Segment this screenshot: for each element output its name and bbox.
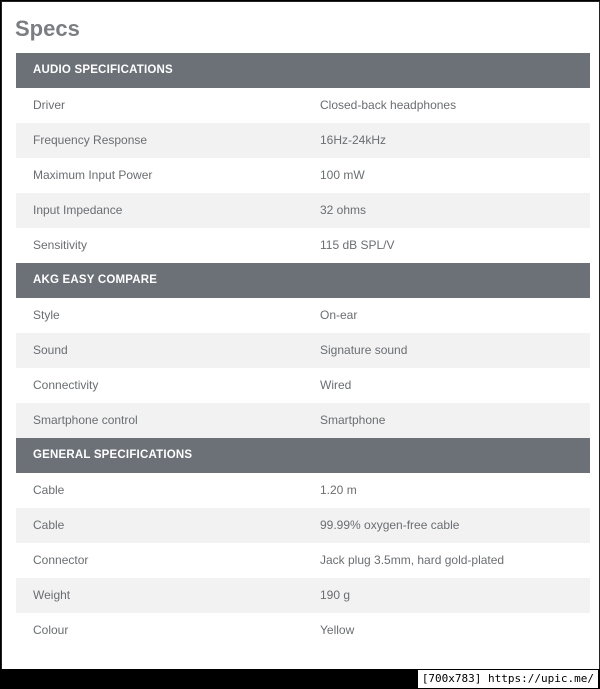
- spec-label: Cable: [33, 483, 65, 497]
- spec-row: [16, 88, 590, 123]
- spec-row: [16, 473, 590, 508]
- spec-label: Driver: [33, 98, 65, 112]
- specs-table: [16, 53, 590, 648]
- spec-value: 1.20 m: [320, 483, 357, 497]
- spec-row: [16, 578, 590, 613]
- spec-label: Maximum Input Power: [33, 168, 153, 182]
- spec-label: Smartphone control: [33, 413, 138, 427]
- spec-value: 115 dB SPL/V: [320, 238, 395, 252]
- spec-row: [16, 158, 590, 193]
- section-header-easy-compare: AKG EASY COMPARE: [16, 263, 590, 298]
- spec-value: 190 g: [320, 588, 351, 602]
- page-title: Specs: [15, 16, 80, 41]
- spec-value: Signature sound: [320, 343, 408, 357]
- section-header-general: GENERAL SPECIFICATIONS: [16, 438, 590, 473]
- spec-value: Smartphone: [320, 413, 386, 427]
- spec-label: Connector: [33, 553, 89, 567]
- spec-row: [16, 543, 590, 578]
- spec-value: 32 ohms: [320, 203, 367, 217]
- spec-row: [16, 228, 590, 263]
- spec-label: Style: [33, 308, 60, 322]
- spec-value: Closed-back headphones: [320, 98, 457, 112]
- spec-label: Frequency Response: [33, 133, 148, 147]
- spec-row: [16, 333, 590, 368]
- spec-label: Colour: [33, 623, 69, 637]
- section-header-audio: AUDIO SPECIFICATIONS: [16, 53, 590, 88]
- spec-row: [16, 403, 590, 438]
- spec-value: Yellow: [320, 623, 355, 637]
- spec-label: Weight: [33, 588, 71, 602]
- spec-label: Sensitivity: [33, 238, 88, 252]
- image-host-watermark: [700x783] https://upic.me/: [418, 670, 598, 688]
- spec-row: [16, 508, 590, 543]
- spec-value: 16Hz-24kHz: [320, 133, 387, 147]
- spec-row: [16, 123, 590, 158]
- spec-row: [16, 613, 590, 648]
- spec-value: Wired: [320, 378, 352, 392]
- spec-row: [16, 298, 590, 333]
- spec-value: 100 mW: [320, 168, 365, 182]
- spec-label: Sound: [33, 343, 68, 357]
- spec-label: Cable: [33, 518, 65, 532]
- specs-panel: [1, 1, 600, 670]
- spec-row: [16, 368, 590, 403]
- spec-value: On-ear: [320, 308, 358, 322]
- spec-value: Jack plug 3.5mm, hard gold-plated: [320, 553, 505, 567]
- spec-label: Input Impedance: [33, 203, 123, 217]
- spec-value: 99.99% oxygen-free cable: [320, 518, 460, 532]
- spec-row: [16, 193, 590, 228]
- spec-label: Connectivity: [33, 378, 99, 392]
